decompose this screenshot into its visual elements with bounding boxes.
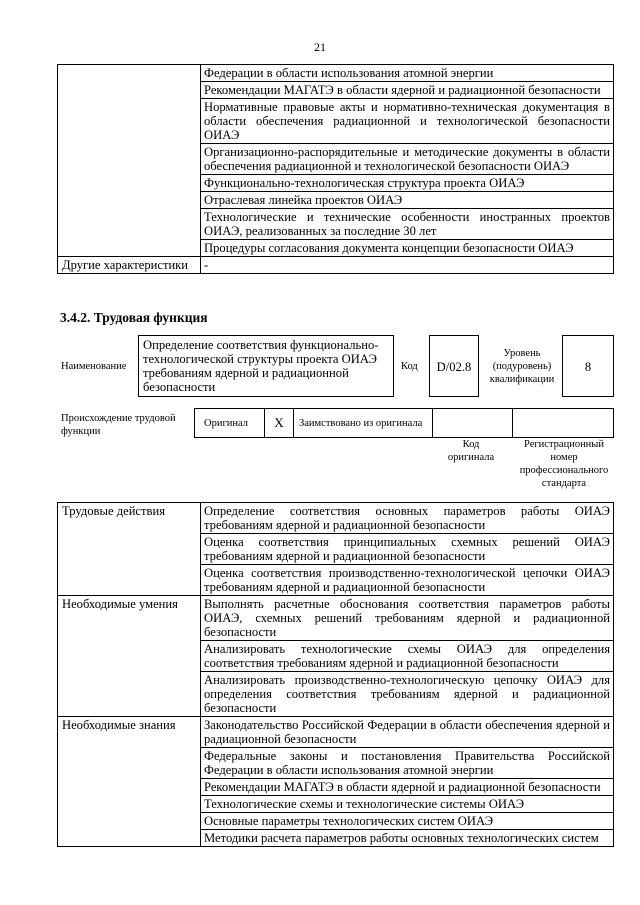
code-original-caption: Код оригинала xyxy=(447,439,495,463)
table-row: Оценка соответствия производственно-технологической цепочки ОИАЭ требованиям ядерной и радиационной безопасности xyxy=(201,565,614,596)
original-mark: X xyxy=(264,408,294,438)
table-row: Федерации в области использования атомной энергии xyxy=(201,65,614,82)
function-code-box: D/02.8 xyxy=(429,335,479,397)
knowledge-label: Необходимые знания xyxy=(58,717,201,847)
table-row: Оценка соответствия принципиальных схемных решений ОИАЭ требованиям ядерной и радиационной безопасности xyxy=(201,534,614,565)
original-label: Оригинал xyxy=(204,418,248,429)
other-characteristics-label: Другие характеристики xyxy=(58,257,201,274)
section-heading: 3.4.2. Трудовая функция xyxy=(60,310,208,325)
table-row: Процедуры согласования документа концепции безопасности ОИАЭ xyxy=(201,240,614,257)
origin-divider xyxy=(512,408,513,438)
registration-caption: Регистрационный номер профессионального стандарта xyxy=(519,439,609,489)
function-name-box: Определение соответствия функционально-технологической структуры проекта ОИАЭ требованиям ядерной и радиационной безопасности xyxy=(138,335,394,397)
level-value-box: 8 xyxy=(562,335,614,397)
borrowed-label: Заимствовано из оригинала xyxy=(299,418,423,429)
name-label: Наименование xyxy=(61,361,127,372)
empty-label-cell xyxy=(58,65,201,257)
table-row: Законодательство Российской Федерации в области обеспечения ядерной и радиационной безопасности xyxy=(201,717,614,748)
table-row: Функционально-технологическая структура проекта ОИАЭ xyxy=(201,175,614,192)
table-row: Нормативные правовые акты и нормативно-техническая документация в области обеспечения радиационной и технологической безопасности ОИАЭ xyxy=(201,99,614,144)
table-row: Рекомендации МАГАТЭ в области ядерной и радиационной безопасности xyxy=(201,779,614,796)
table-row: Федеральные законы и постановления Правительства Российской Федерации в области использования атомной энергии xyxy=(201,748,614,779)
page-number: 21 xyxy=(314,40,326,54)
origin-label: Происхождение трудовой функции xyxy=(61,413,176,437)
skills-label: Необходимые умения xyxy=(58,596,201,717)
top-characteristics-table xyxy=(57,64,614,274)
table-row: Рекомендации МАГАТЭ в области ядерной и радиационной безопасности xyxy=(201,82,614,99)
table-row: Основные параметры технологических систем ОИАЭ xyxy=(201,813,614,830)
other-characteristics-value: - xyxy=(201,257,614,274)
table-row: Отраслевая линейка проектов ОИАЭ xyxy=(201,192,614,209)
table-row: Организационно-распорядительные и методические документы в области обеспечения радиационной и технологической безопасности ОИАЭ xyxy=(201,144,614,175)
table-row: Анализировать производственно-технологическую цепочку ОИАЭ для определения соответствия требованиям ядерной и радиационной безопасности xyxy=(201,672,614,717)
table-row: Технологические и технические особенности иностранных проектов ОИАЭ, реализованных за последние 30 лет xyxy=(201,209,614,240)
origin-divider xyxy=(432,408,433,438)
code-label: Код xyxy=(401,361,418,372)
table-row: Технологические схемы и технологические системы ОИАЭ xyxy=(201,796,614,813)
table-row: Анализировать технологические схемы ОИАЭ для определения соответствия требованиям ядерной и радиационной безопасности xyxy=(201,641,614,672)
level-label: Уровень (подуровень) квалификации xyxy=(489,348,555,385)
table-row: Определение соответствия основных параметров работы ОИАЭ требованиям ядерной и радиационной безопасности xyxy=(201,503,614,534)
table-row: Выполнять расчетные обоснования соответствия параметров работы ОИАЭ, схемных решений требованиям ядерной и радиационной безопасности xyxy=(201,596,614,641)
actions-label: Трудовые действия xyxy=(58,503,201,596)
table-row: Методики расчета параметров работы основных технологических систем xyxy=(201,830,614,847)
function-details-table xyxy=(57,502,614,847)
